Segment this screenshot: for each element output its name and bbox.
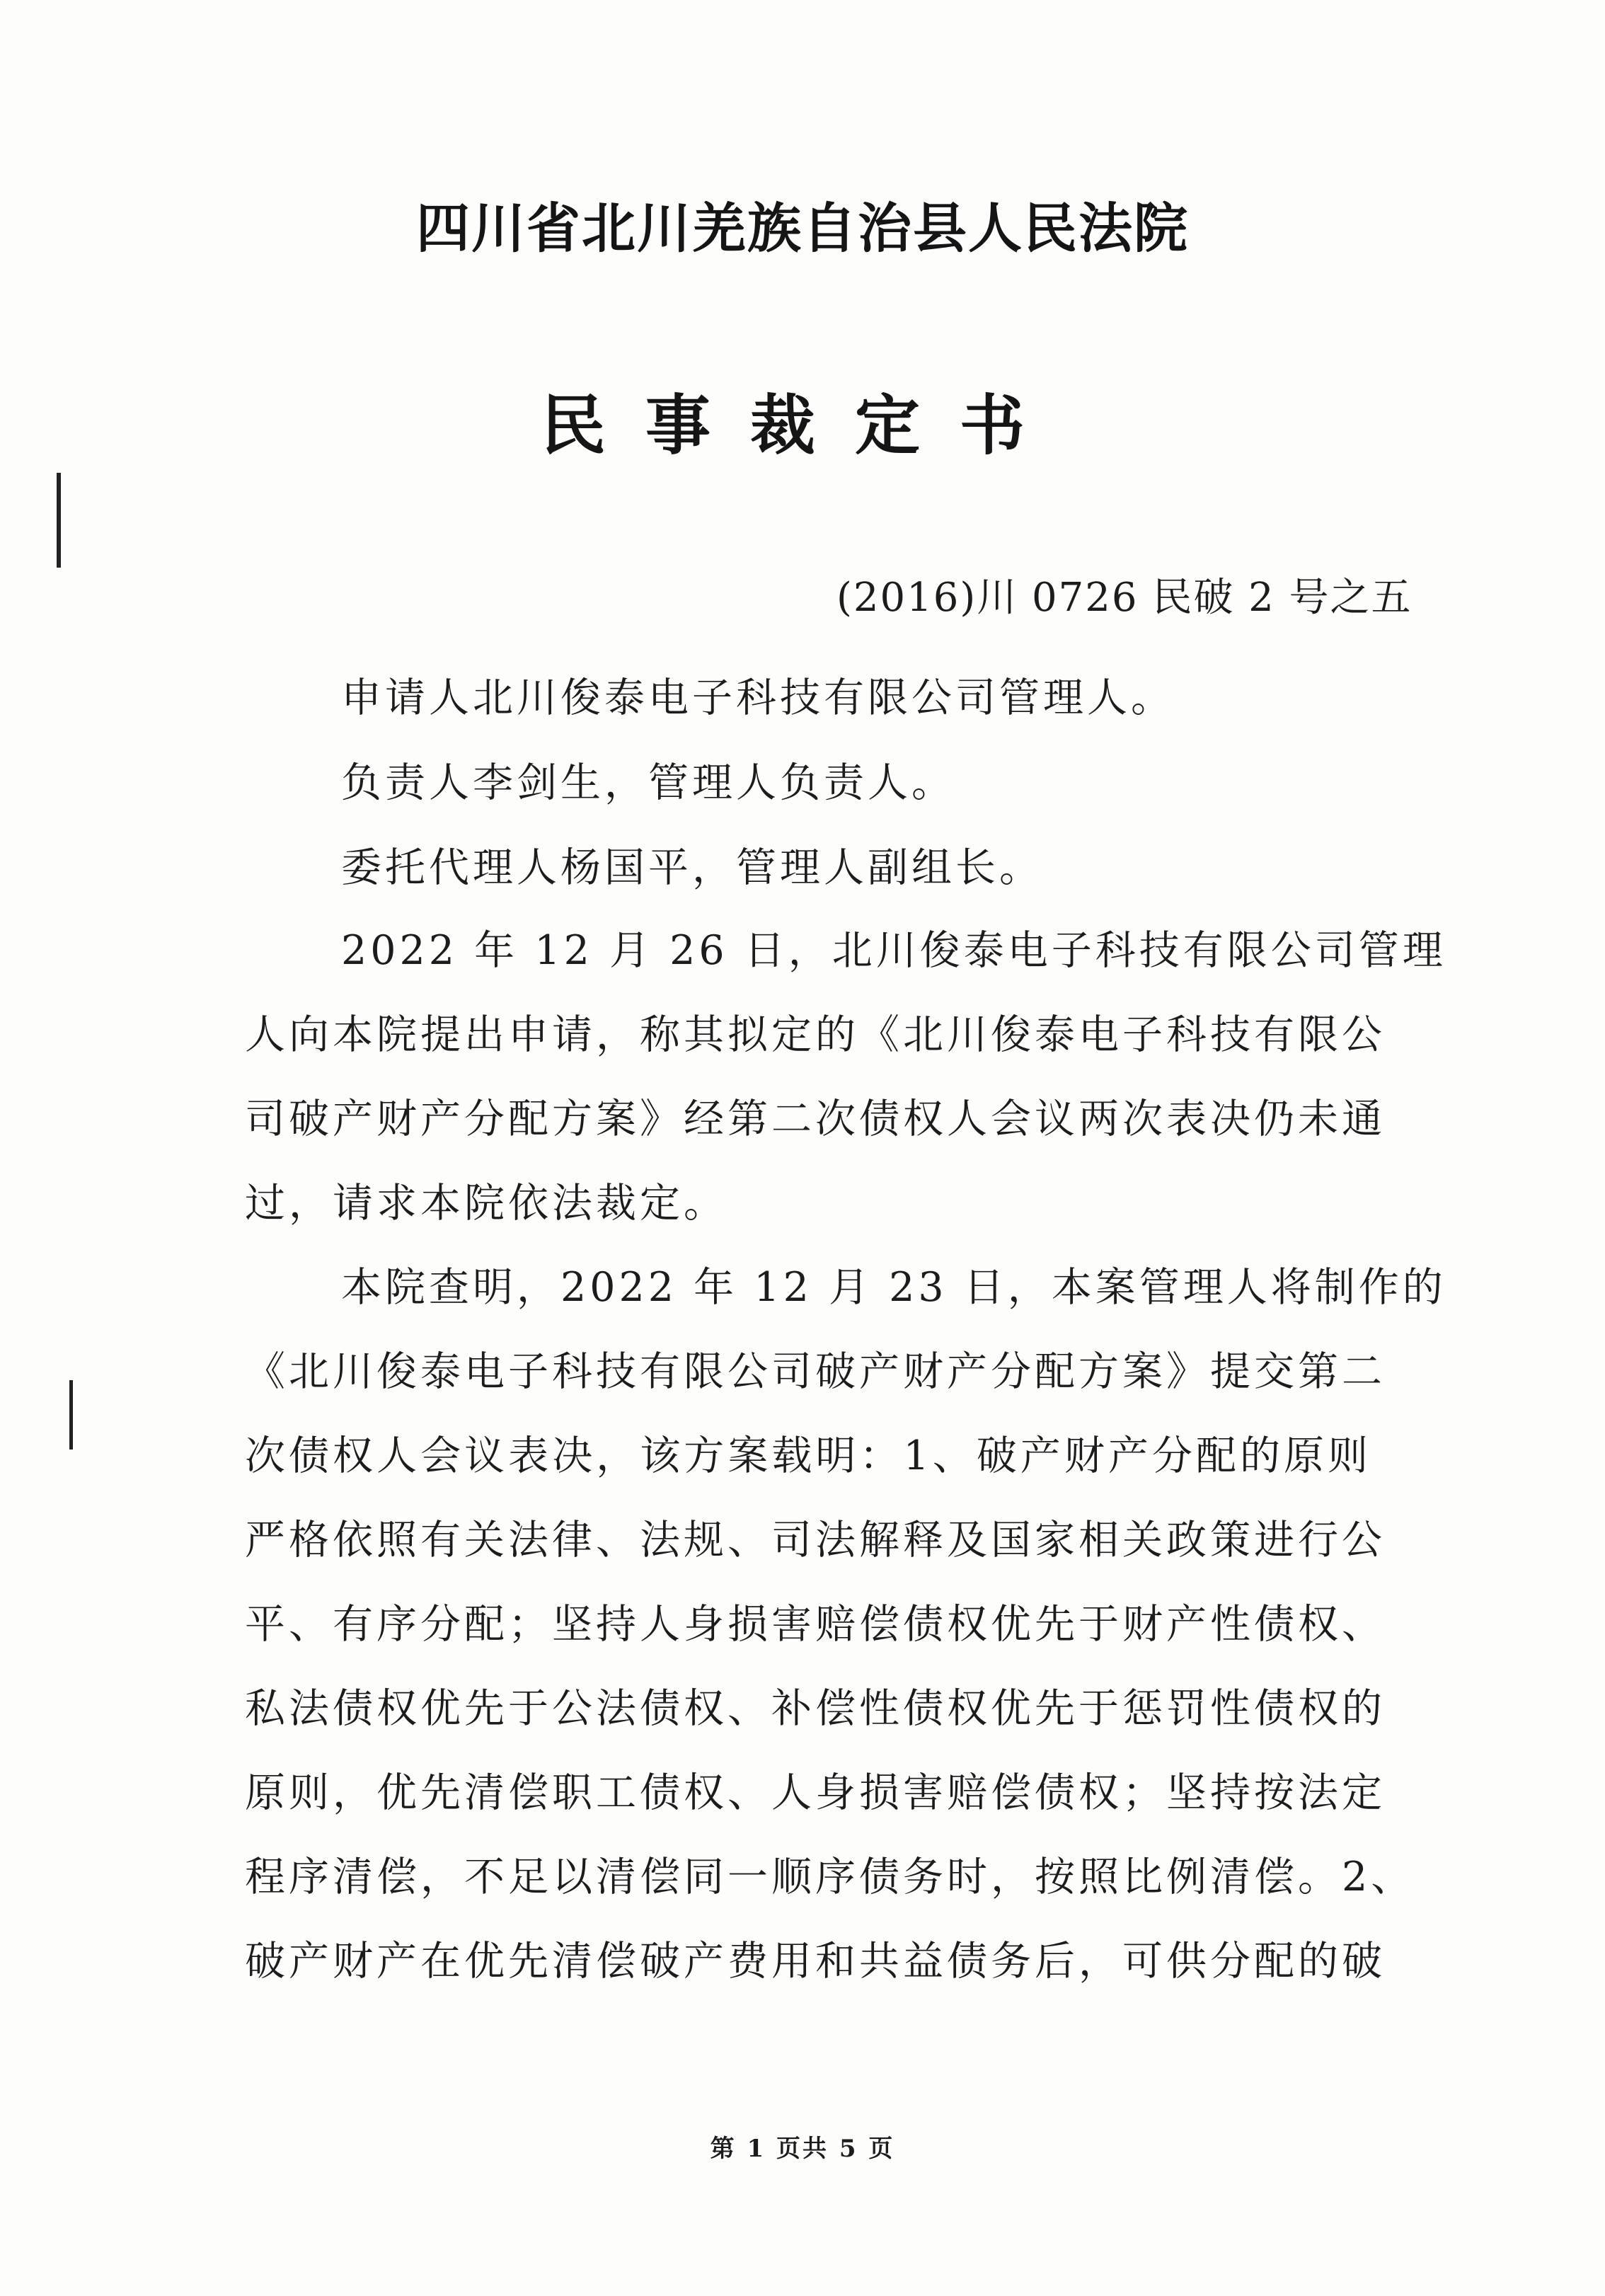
body-line: 本院查明，2022 年 12 月 23 日，本案管理人将制作的	[341, 1264, 1446, 1311]
body-line: 2022 年 12 月 26 日，北川俊泰电子科技有限公司管理	[341, 927, 1446, 974]
body-line: 司破产财产分配方案》经第二次债权人会议两次表决仍未通	[245, 1096, 1386, 1142]
body-line: 私法债权优先于公法债权、补偿性债权优先于惩罚性债权的	[245, 1685, 1386, 1732]
body-line: 次债权人会议表决，该方案载明：1、破产财产分配的原则	[245, 1433, 1371, 1479]
document-title: 民事裁定书	[540, 388, 1064, 464]
binding-mark	[69, 1380, 73, 1450]
court-name: 四川省北川羌族自治县人民法院	[416, 197, 1189, 260]
case-number: (2016)川 0726 民破 2 号之五	[836, 575, 1413, 621]
body-line: 破产财产在优先清偿破产费用和共益债务后，可供分配的破	[245, 1938, 1386, 1985]
body-line: 人向本院提出申请，称其拟定的《北川俊泰电子科技有限公	[245, 1011, 1386, 1058]
binding-mark	[57, 473, 61, 568]
body-line: 委托代理人杨国平，管理人副组长。	[341, 844, 1043, 891]
page-indicator: 第 1 页共 5 页	[710, 2135, 895, 2163]
body-line: 过，请求本院依法裁定。	[245, 1180, 727, 1227]
body-line: 申请人北川俊泰电子科技有限公司管理人。	[341, 675, 1175, 721]
body-line: 平、有序分配；坚持人身损害赔偿债权优先于财产性债权、	[245, 1601, 1386, 1648]
body-line: 原则，优先清偿职工债权、人身损害赔偿债权；坚持按法定	[245, 1769, 1386, 1816]
body-line: 《北川俊泰电子科技有限公司破产财产分配方案》提交第二	[245, 1348, 1386, 1395]
body-line: 程序清偿，不足以清偿同一顺序债务时，按照比例清偿。2、	[245, 1854, 1415, 1900]
body-line: 负责人李剑生，管理人负责人。	[341, 759, 955, 806]
body-line: 严格依照有关法律、法规、司法解释及国家相关政策进行公	[245, 1517, 1386, 1563]
